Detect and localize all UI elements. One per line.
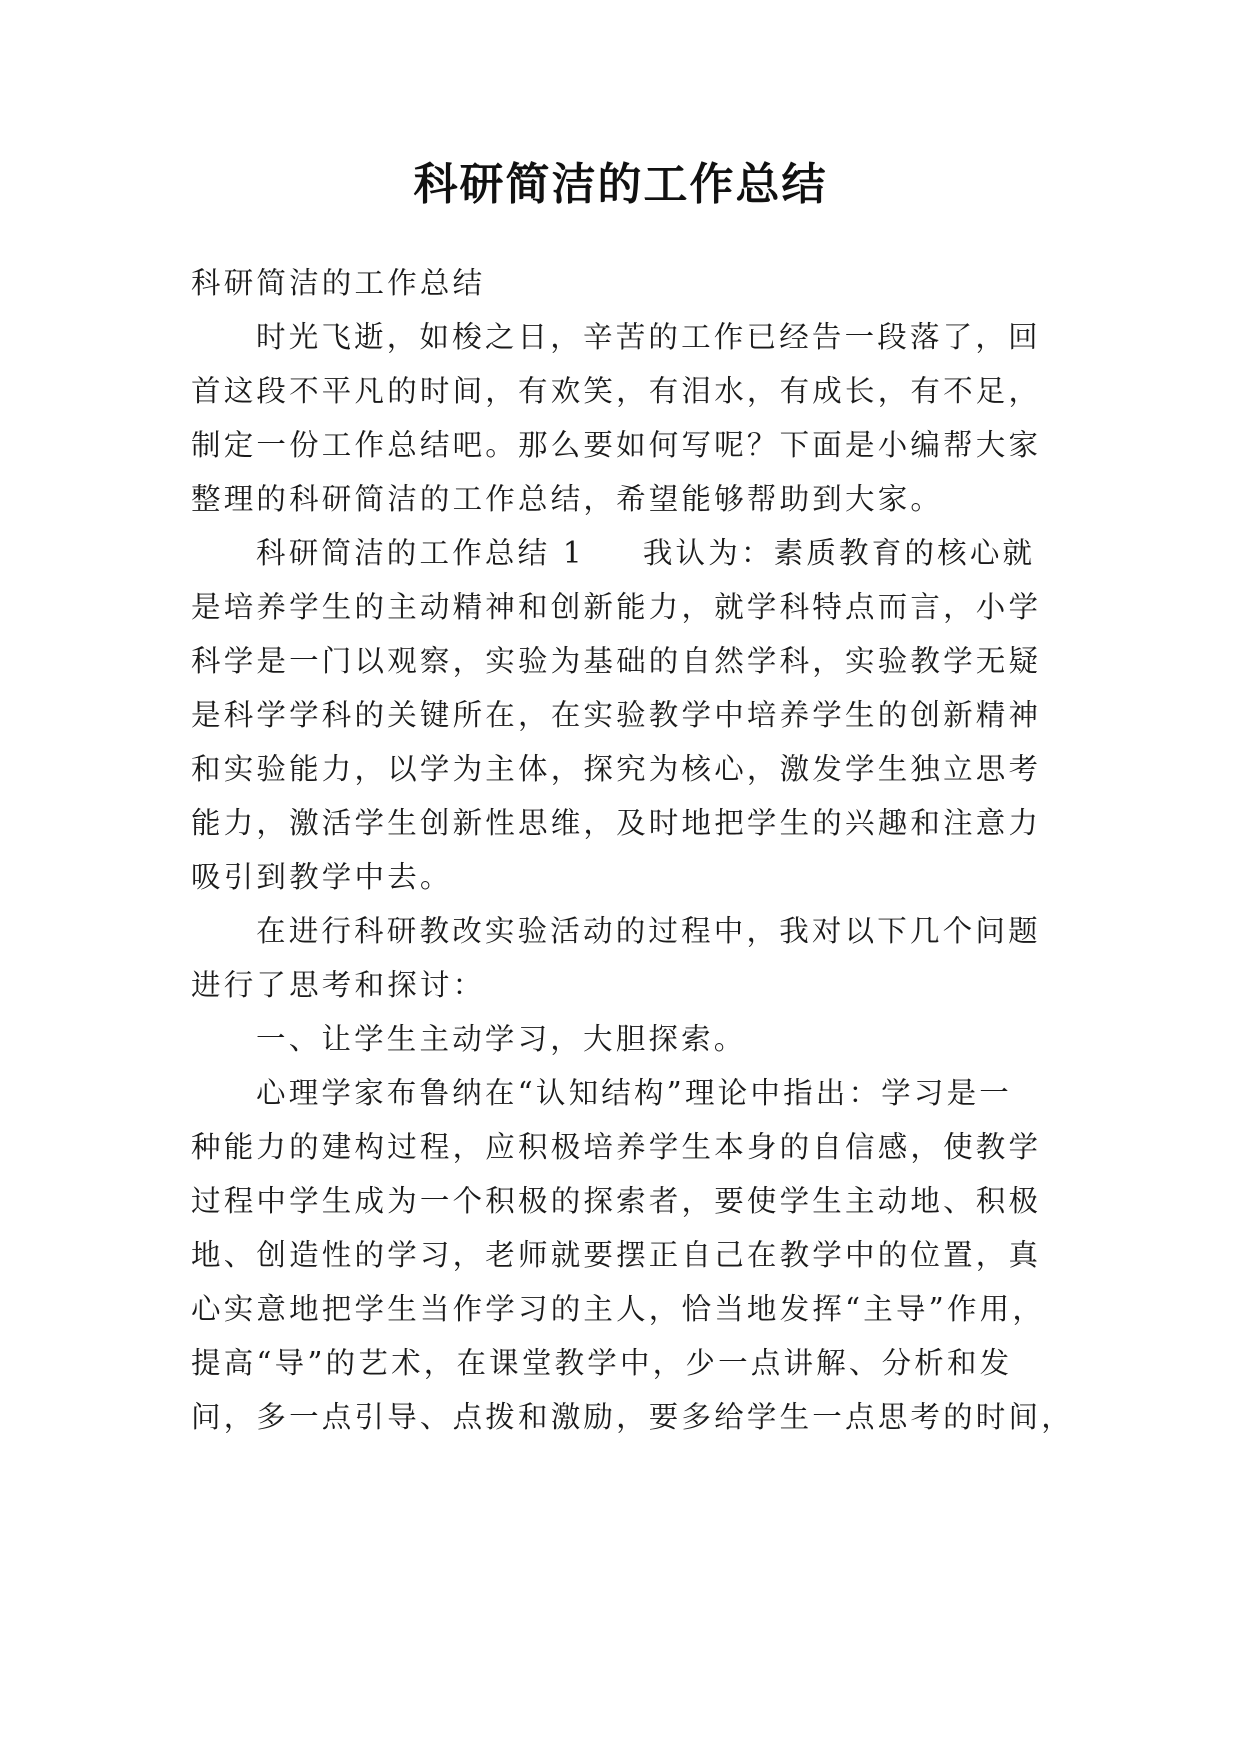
- paragraph-line: 进行了思考和探讨：: [191, 968, 486, 1002]
- paragraph-start: 我认为：素质教育的核心就: [642, 536, 1036, 570]
- paragraph-line: 心实意地把学生当作学习的主人，恰当地发挥“主导”作用，: [191, 1292, 1046, 1326]
- paragraph-line: 过程中学生成为一个积极的探索者，要使学生主动地、积极: [191, 1184, 1042, 1218]
- paragraph-line: 种能力的建构过程，应积极培养学生本身的自信感，使教学: [191, 1130, 1042, 1164]
- paragraph-line: 地、创造性的学习，老师就要摆正自己在教学中的位置，真: [191, 1238, 1042, 1272]
- paragraph-line: 问，多一点引导、点拨和激励，要多给学生一点思考的时间，: [191, 1400, 1074, 1434]
- paragraph-line: 是培养学生的主动精神和创新能力，就学科特点而言，小学: [191, 590, 1042, 624]
- subtitle-line: 科研简洁的工作总结: [191, 266, 486, 300]
- paragraph-line: 在进行科研教改实验活动的过程中，我对以下几个问题: [256, 914, 1041, 948]
- paragraph-line: 是科学学科的关键所在，在实验教学中培养学生的创新精神: [191, 698, 1042, 732]
- paragraph-line: 整理的科研简洁的工作总结，希望能够帮助到大家。: [191, 482, 944, 516]
- paragraph-line: 吸引到教学中去。: [191, 860, 453, 894]
- document-title: 科研简洁的工作总结: [413, 159, 828, 210]
- point-heading: 一、让学生主动学习，大胆探索。: [256, 1022, 747, 1056]
- paragraph-line: 首这段不平凡的时间，有欢笑，有泪水，有成长，有不足，: [191, 374, 1042, 408]
- paragraph-line: 提高“导”的艺术，在课堂教学中，少一点讲解、分析和发: [191, 1346, 1013, 1380]
- paragraph-line: 心理学家布鲁纳在“认知结构”理论中指出：学习是一: [256, 1076, 1012, 1110]
- paragraph-line: 能力，激活学生创新性思维，及时地把学生的兴趣和注意力: [191, 806, 1042, 840]
- paragraph-line: 时光飞逝，如梭之日，辛苦的工作已经告一段落了，回: [256, 320, 1041, 354]
- paragraph-line: 制定一份工作总结吧。那么要如何写呢？下面是小编帮大家: [191, 428, 1042, 462]
- paragraph-line: 和实验能力，以学为主体，探究为核心，激发学生独立思考: [191, 752, 1042, 786]
- section-heading: 科研简洁的工作总结 1: [256, 536, 585, 570]
- paragraph-line: 科学是一门以观察，实验为基础的自然学科，实验教学无疑: [191, 644, 1042, 678]
- section-heading-line: [256, 523, 1136, 583]
